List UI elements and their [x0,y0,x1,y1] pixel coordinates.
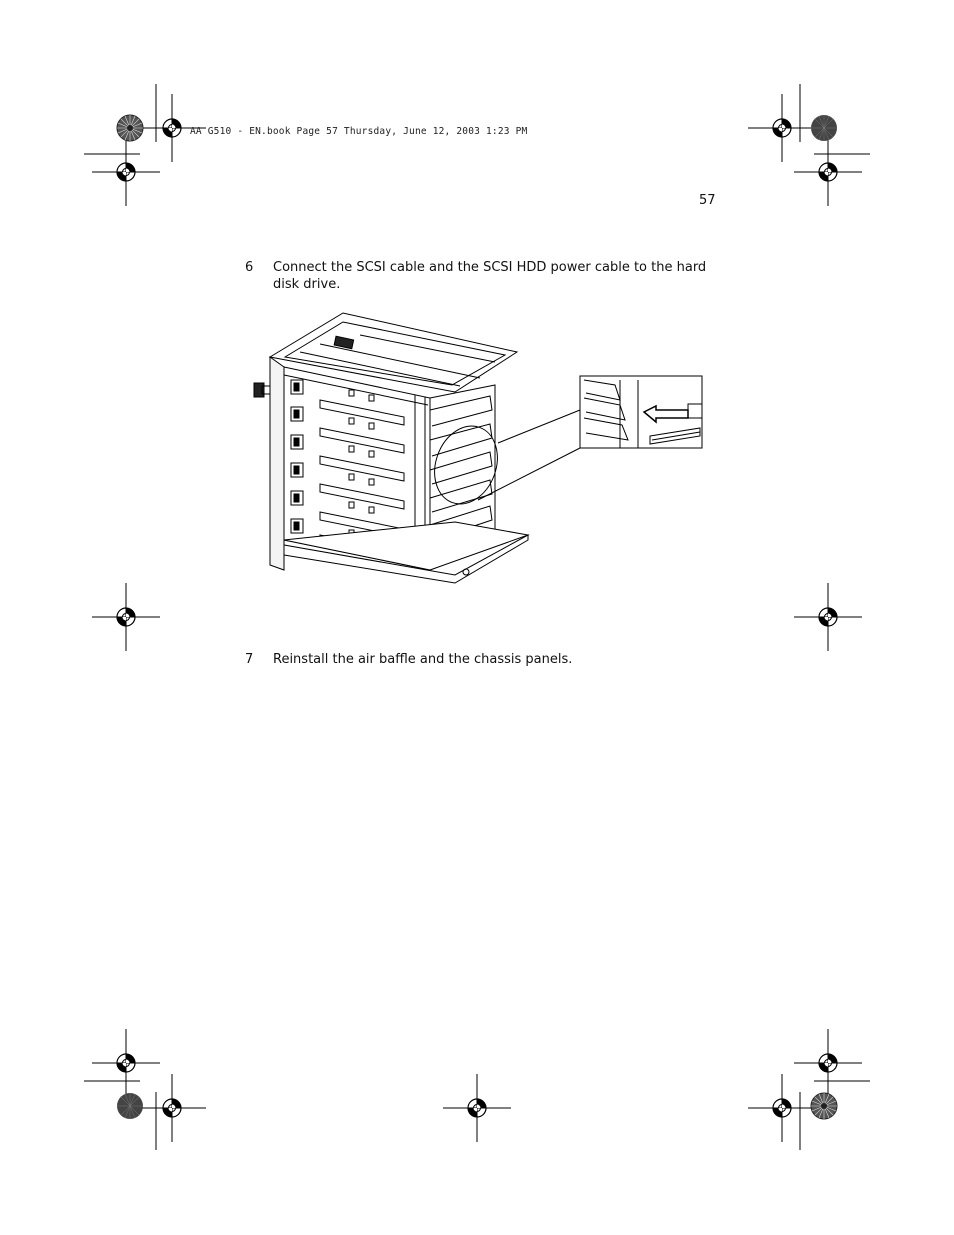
registration-marks [92,94,862,1142]
step-number: 6 [245,260,254,275]
page-number: 57 [699,193,716,208]
crop-marks [84,84,870,1150]
step-number: 7 [245,652,254,667]
hdd-cage-illustration [254,313,580,583]
print-header: AA G510 - EN.book Page 57 Thursday, June 12, 2003 1:23 PM [190,126,528,137]
step-7 [245,651,715,671]
step-text: Connect the SCSI cable and the SCSI HDD power cable to the hard disk drive. [273,260,707,292]
step-6 [245,259,715,299]
step-text: Reinstall the air baffle and the chassis panels. [273,652,573,667]
cable-connection-detail [580,376,702,448]
